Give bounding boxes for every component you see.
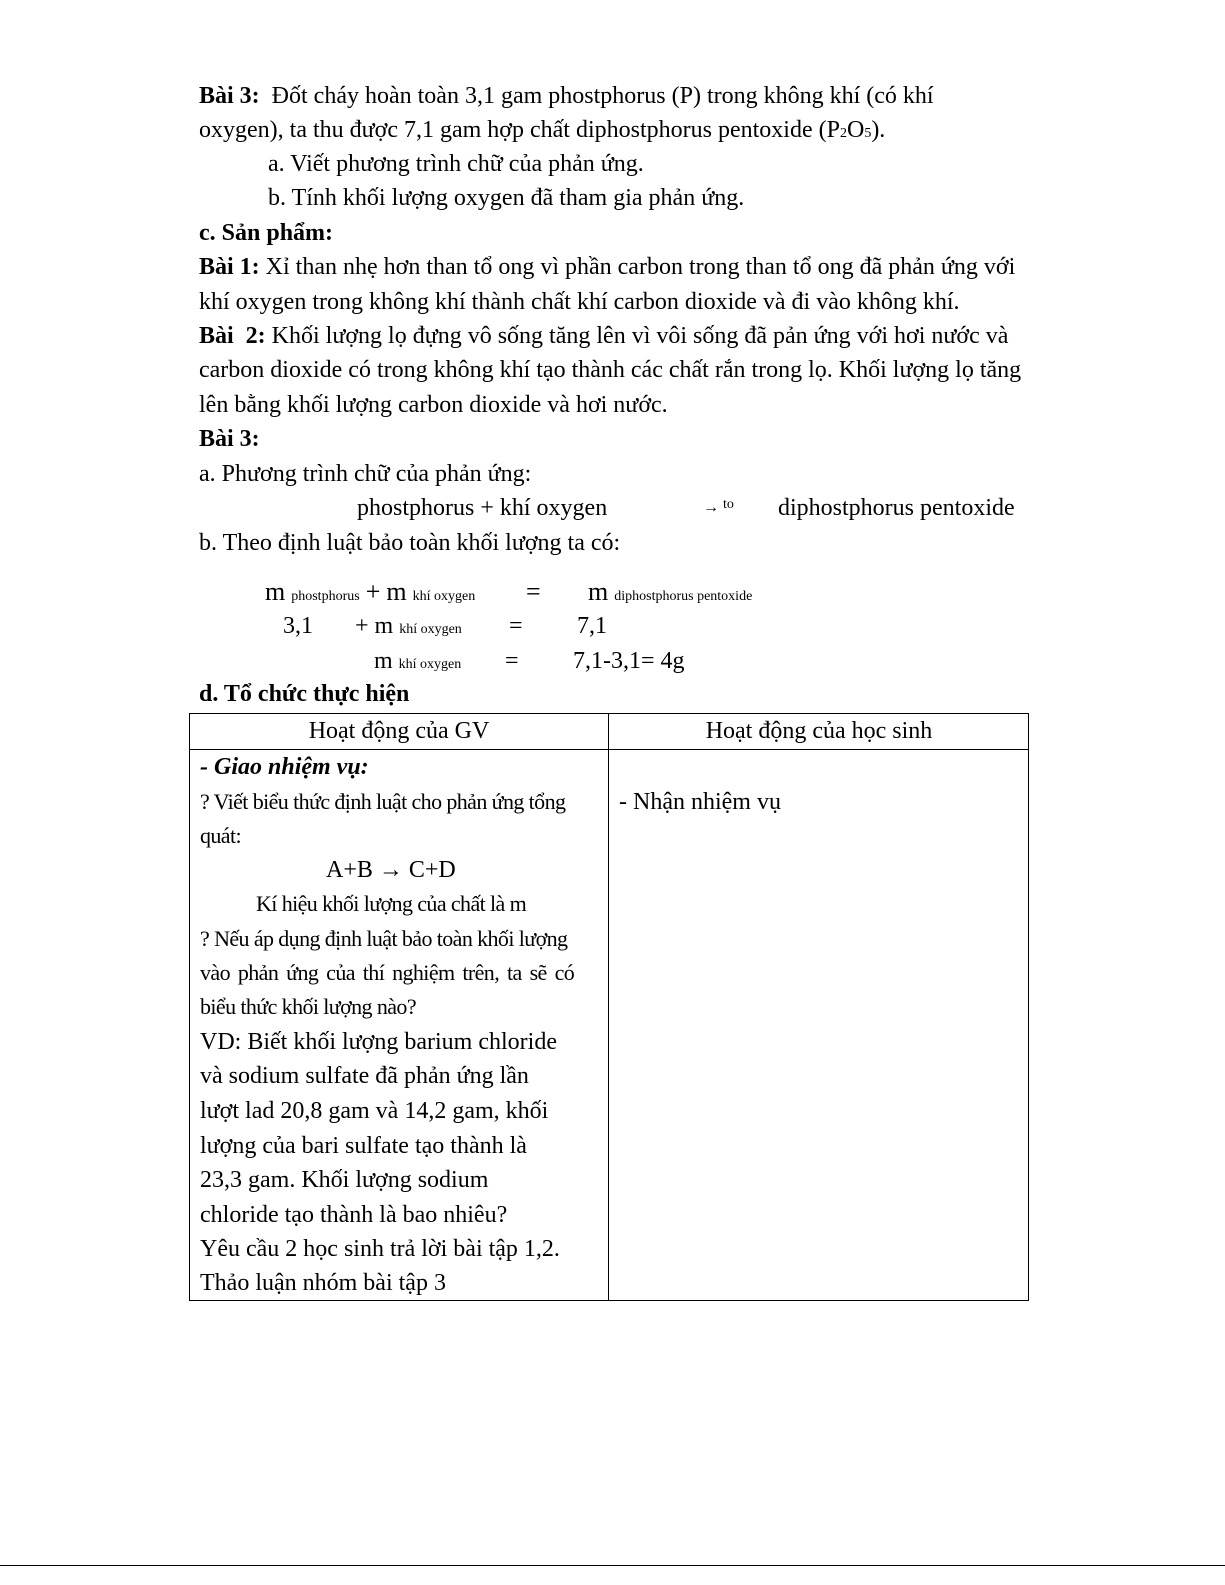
mass-rhs <box>588 575 752 614</box>
answer2-line2: carbon dioxide có trong không khí tạo thành các chất rắn trong lọ. Khối lượng lọ tăng <box>199 357 1022 383</box>
subscript: 2 <box>839 126 847 141</box>
example-line: 23,3 gam. Khối lượng sodium <box>200 1167 489 1193</box>
subscript: khí oxygen <box>398 657 462 672</box>
mass-symbol-note: Kí hiệu khối lượng của chất là m <box>256 891 527 916</box>
header-student: Hoạt động của học sinh <box>705 718 933 744</box>
example-line: VD: Biết khối lượng barium chloride <box>200 1029 557 1055</box>
condition: to <box>723 497 734 512</box>
m: m <box>374 648 393 674</box>
question1-line1: ? Viết biểu thức định luật cho phản ứng tổng <box>200 789 566 814</box>
organize-heading: d. Tổ chức thực hiện <box>199 681 410 707</box>
equals: = <box>509 613 523 639</box>
text: Xỉ than nhẹ hơn than tổ ong vì phần carbon trong than tổ ong đã phản ứng với <box>259 254 1016 280</box>
plus-m: + m <box>355 613 394 639</box>
answer2-line1 <box>199 319 1008 353</box>
example-line: chloride tạo thành là bao nhiêu? <box>200 1202 508 1228</box>
arrow: → <box>703 499 719 516</box>
products-heading: c. Sản phẩm: <box>199 220 334 246</box>
example-line: Thảo luận nhóm bài tập 3 <box>200 1270 446 1296</box>
answer3-a: a. Phương trình chữ của phản ứng: <box>199 461 532 487</box>
text: Khối lượng lọ đựng vô sống tăng lên vì vôi sống đã pản ứng với hơi nước và <box>265 323 1009 349</box>
question2-line2: vào phản ứng của thí nghiệm trên, ta sẽ có <box>200 960 575 985</box>
answer1-line1 <box>199 250 1015 284</box>
column-divider <box>608 714 609 1300</box>
mass-row-2-result: 7,1 <box>577 613 607 639</box>
example-line: và sodium sulfate đã phản ứng lần <box>200 1063 529 1089</box>
mass-row-2-value: 3,1 <box>283 613 313 639</box>
text: Đốt cháy hoàn toàn 3,1 gam phostphorus (P) trong không khí (có khí <box>271 83 934 109</box>
subscript: diphostphorus pentoxide <box>614 589 753 604</box>
arrow-icon <box>703 488 734 525</box>
text: oxygen), ta thu được 7,1 gam hợp chất diphostphorus pentoxide (P <box>199 117 840 143</box>
subscript: khí oxygen <box>399 622 462 637</box>
general-reaction: A+B → C+D <box>326 857 456 883</box>
exercise3-b: b. Tính khối lượng oxygen đã tham gia phản ứng. <box>268 185 745 211</box>
activity-table <box>189 713 1029 1301</box>
question2-line1: ? Nếu áp dụng định luật bảo toàn khối lượng <box>200 926 568 951</box>
m: m <box>588 577 609 606</box>
answer3-b: b. Theo định luật bảo toàn khối lượng ta có: <box>199 530 621 556</box>
exercise-label: Bài 3: <box>199 83 260 109</box>
example-line: Yêu cầu 2 học sinh trả lời bài tập 1,2. <box>200 1236 560 1262</box>
answer3-label: Bài 3: <box>199 426 260 452</box>
example-line: lượt lad 20,8 gam và 14,2 gam, khối <box>200 1098 549 1124</box>
subscript: phostphorus <box>291 589 360 604</box>
equals: = <box>526 577 541 606</box>
question2-line3: biểu thức khối lượng nào? <box>200 994 416 1019</box>
text: ). <box>871 117 886 143</box>
subscript: khí oxygen <box>412 589 476 604</box>
page-bottom-rule <box>0 1565 1225 1566</box>
mass-row-2 <box>355 609 462 647</box>
subscript: 5 <box>864 126 872 141</box>
mass-row-3-result: 7,1-3,1= 4g <box>573 648 685 674</box>
student-task: - Nhận nhiệm vụ <box>619 789 781 815</box>
question1-line2: quát: <box>200 823 241 848</box>
answer-label: Bài 2: <box>199 323 266 349</box>
exercise3-line1 <box>199 79 934 113</box>
text: O <box>846 117 865 143</box>
header-teacher: Hoạt động của GV <box>308 718 490 744</box>
exercise3-a: a. Viết phương trình chữ của phản ứng. <box>268 151 644 177</box>
plus: + <box>365 577 381 606</box>
answer-label: Bài 1: <box>199 254 260 280</box>
answer2-line3: lên bằng khối lượng carbon dioxide và hơi nước. <box>199 392 668 418</box>
m: m <box>386 577 407 606</box>
equation-left: phostphorus + khí oxygen <box>357 495 608 521</box>
m: m <box>265 577 286 606</box>
example-line: lượng của bari sulfate tạo thành là <box>200 1133 527 1159</box>
answer1-line2: khí oxygen trong không khí thành chất khí carbon dioxide và đi vào không khí. <box>199 289 960 315</box>
exercise3-line2 <box>199 113 885 151</box>
task-heading: - Giao nhiệm vụ: <box>200 754 369 780</box>
equals: = <box>505 648 519 674</box>
equation-right: diphostphorus pentoxide <box>778 495 1015 521</box>
